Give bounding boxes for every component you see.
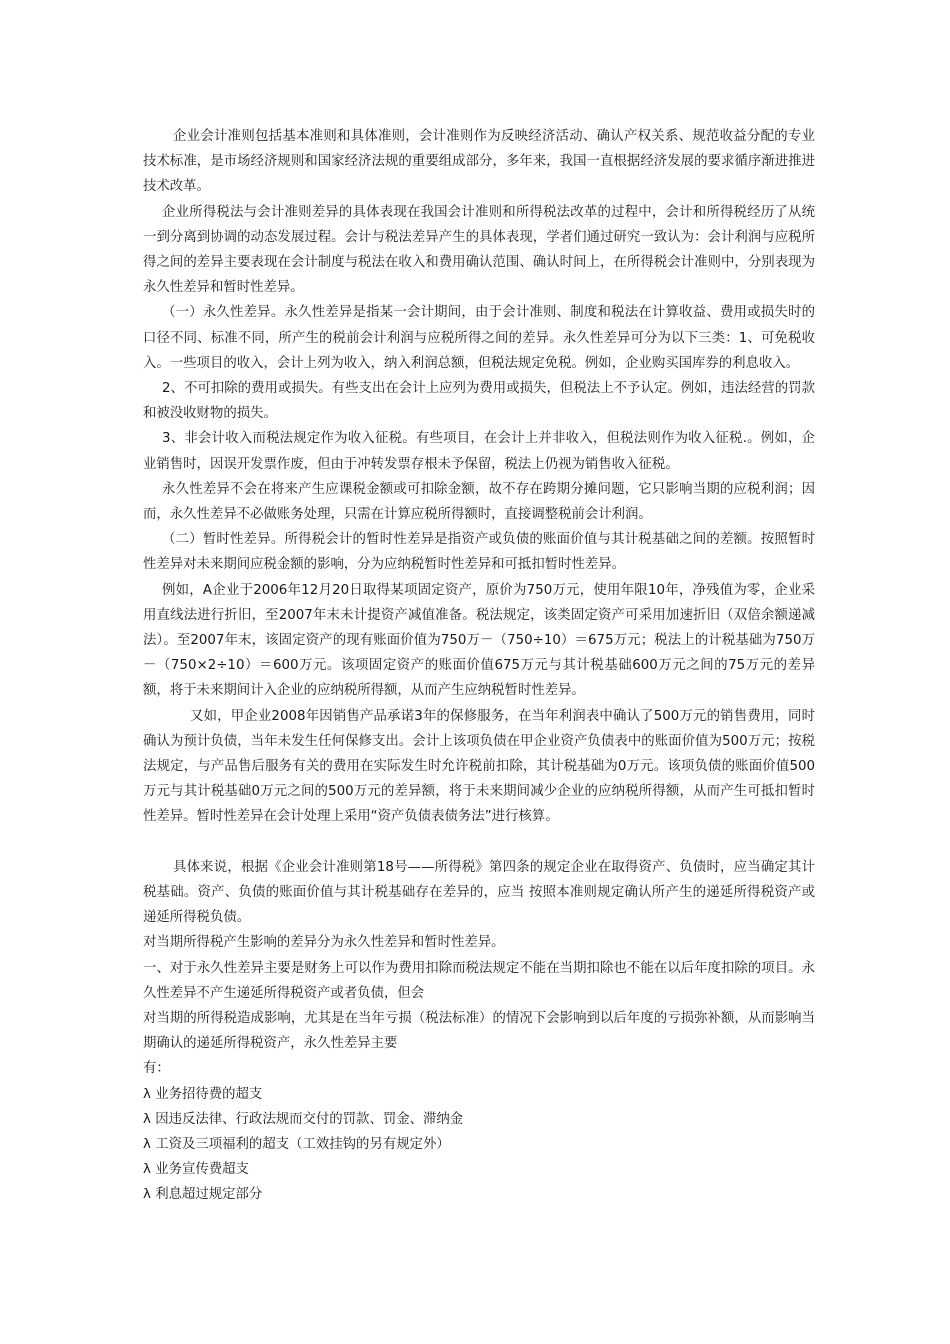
paragraph: 对当期所得税产生影响的差异分为永久性差异和暂时性差异。 [143, 935, 505, 951]
list-item-text: 业务宣传费超支 [155, 1162, 249, 1178]
paragraph: 永久性差异不会在将来产生应课税金额或可扣除金额，故不存在跨期分摊问题，它只影响当期的应税利润；因而，永久性差异不必做账务处理，只需在计算应税所得额时，直接调整税前会计利润。 [143, 481, 815, 523]
spacer [143, 830, 815, 855]
paragraph: 企业会计准则包括基本准则和具体准则，会计准则作为反映经济活动、确认产权关系、规范收益分配的专业技术标准，是市场经济规则和国家经济法规的重要组成部分，多年来，我国一直根据经济发展的要求循序渐进推进技术改革。 [143, 129, 815, 195]
paragraph: 又如，甲企业2008年因销售产品承诺3年的保修服务，在当年利润表中确认了500万元的销售费用，同时确认为预计负债，当年未发生任何保修支出。会计上该项负债在甲企业资产负债表中的账面价值为500万元；按税法规定，与产品售后服务有关的费用在实际发生时允许税前扣除，其计税基础为0万元。该项负债的账面价值500万元与其计税基础0万元之间的500万元的差异额，将于未来期间减少企业的应纳税所得额，从而产生可抵扣暂时性差异。暂时性差异在会计处理上采用“资产负债表债务法”进行核算。 [143, 708, 815, 825]
paragraph: 2、不可扣除的费用或损失。有些支出在会计上应列为费用或损失，但税法上不予认定。例如，违法经营的罚款和被没收财物的损失。 [143, 381, 815, 422]
bullet-marker: λ [143, 1136, 151, 1152]
bullet-marker: λ [143, 1162, 151, 1178]
list-item [143, 1157, 815, 1182]
paragraph: 有： [143, 1061, 170, 1077]
paragraph: 3、非会计收入而税法规定作为收入征税。有些项目，在会计上并非收入，但税法则作为收入征税.。例如，企业销售时，因误开发票作废，但由于冲转发票存根未予保留，税法上仍视为销售收入征税。 [143, 431, 815, 472]
paragraph: 一、对于永久性差异主要是财务上可以作为费用扣除而税法规定不能在当期扣除也不能在以后年度扣除的项目。永久性差异不产生递延所得税资产或者负债，但会 [143, 960, 815, 1001]
bullet-marker: λ [143, 1187, 151, 1203]
list-item [143, 1107, 815, 1132]
paragraph: （一）永久性差异。永久性差异是指某一会计期间，由于会计准则、制度和税法在计算收益、费用或损失时的口径不同、标准不同，所产生的税前会计利润与应税所得之间的差异。永久性差异可分为以下三类：1、可免税收入。一些项目的收入，会计上列为收入，纳入利润总额，但税法规定免税。例如，企业购买国库券的利息收入。 [143, 305, 815, 371]
paragraph: 对当期的所得税造成影响，尤其是在当年亏损（税法标准）的情况下会影响到以后年度的亏损弥补额，从而影响当期确认的递延所得税资产，永久性差异主要 [143, 1010, 815, 1052]
list-item-text: 业务招待费的超支 [155, 1086, 263, 1102]
list-item [143, 1082, 815, 1107]
bullet-marker: λ [143, 1086, 151, 1102]
list-item-text: 利息超过规定部分 [155, 1187, 263, 1203]
paragraph: （二）暂时性差异。所得税会计的暂时性差异是指资产或负债的账面价值与其计税基础之间的差额。按照暂时性差异对未来期间应税金额的影响，分为应纳税暂时性差异和可抵扣暂时性差异。 [143, 532, 815, 573]
paragraph: 企业所得税法与会计准则差异的具体表现在我国会计准则和所得税法改革的过程中，会计和所得税经历了从统一到分离到协调的动态发展过程。会计与税法差异产生的具体表现，学者们通过研究一致认为：会计利润与应税所得之间的差异主要表现在会计制度与税法在收入和费用确认范围、确认时间上，在所得税会计准则中，分别表现为永久性差异和暂时性差异。 [143, 204, 815, 296]
paragraph: 具体来说，根据《企业会计准则第18号——所得税》第四条的规定企业在取得资产、负债时，应当确定其计税基础。资产、负债的账面价值与其计税基础存在差异的，应当 按照本准则规定确认所产生的递延所得税资产或递延所得税负债。 [143, 859, 815, 926]
list-item [143, 1132, 815, 1157]
list-item-text: 因违反法律、行政法规而交付的罚款、罚金、滞纳金 [155, 1111, 464, 1127]
list-item-text: 工资及三项福利的超支（工效挂钩的另有规定外） [155, 1136, 450, 1152]
document-body [143, 124, 815, 1208]
bullet-marker: λ [143, 1111, 151, 1127]
list-item [143, 1182, 815, 1207]
paragraph: 例如，A企业于2006年12月20日取得某项固定资产，原价为750万元，使用年限10年，净残值为零，企业采用直线法进行折旧，至2007年末未计提资产减值准备。税法规定，该类固定资产可采用加速折旧（双倍余额递减法）。至2007年末，该固定资产的现有账面价值为750万－（750÷10）＝675万元；税法上的计税基础为750万－（750×2÷10）＝600万元。该项固定资产的账面价值675万元与其计税基础600万元之间的75万元的差异额，将于未来期间计入企业的应纳税所得额，从而产生应纳税暂时性差异。 [143, 582, 815, 699]
